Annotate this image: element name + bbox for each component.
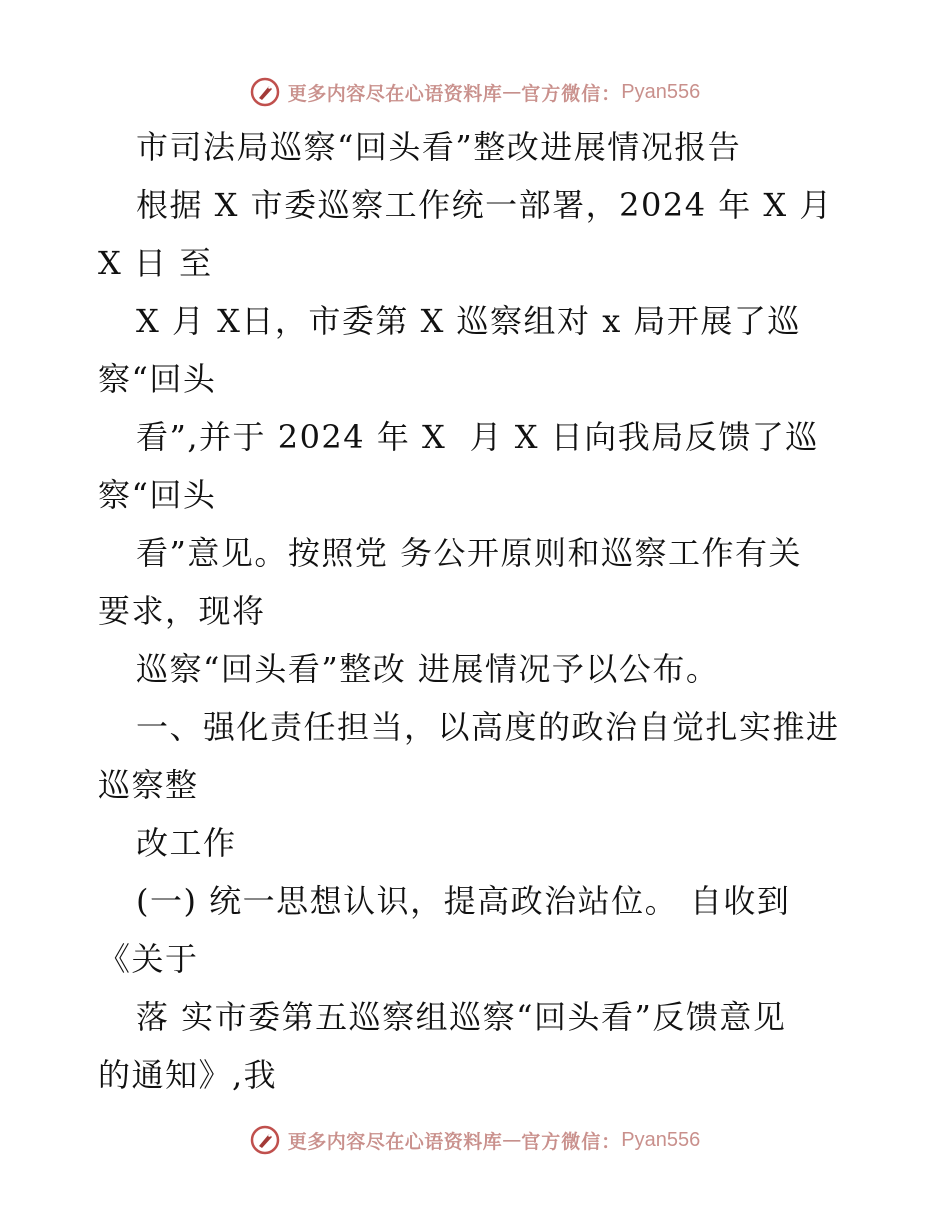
banner-wechat-label: 官方微信：: [521, 1130, 622, 1153]
watermark-banner-bottom: [0, 1120, 950, 1160]
paragraph-line: 看”,并于 2024 年 X 月 X 日向我局反馈了巡: [136, 418, 819, 456]
pen-nib-circle-icon: [250, 1125, 280, 1155]
pen-nib-circle-icon: [250, 77, 280, 107]
banner-separator: —: [502, 81, 522, 103]
paragraph-line: 巡察“回头看”整改 进展情况予以公布。: [136, 650, 720, 688]
paragraph-line: X 日 至: [98, 244, 213, 282]
paragraph-line: 的通知》,我: [98, 1056, 278, 1094]
paragraph-line: 看”意见。按照党 务公开原则和巡察工作有关: [136, 534, 803, 572]
banner-wechat-id: Pyan556: [621, 80, 701, 103]
section-heading-line: 一、强化责任担当，以高度的政治自觉扎实推进: [136, 708, 840, 746]
banner-wechat-label: 官方微信：: [521, 82, 622, 105]
watermark-banner-top: [0, 72, 950, 112]
banner-site-text: 更多内容尽在心语资料库: [287, 1130, 503, 1153]
paragraph-line: 察“回头: [98, 360, 217, 398]
paragraph-line: 落 实市委第五巡察组巡察“回头看”反馈意见: [136, 998, 787, 1036]
paragraph-line: 《关于: [98, 940, 199, 978]
section-heading-line: 改工作: [136, 824, 237, 862]
banner-wechat-id: Pyan556: [621, 1128, 701, 1151]
paragraph-line: 根据 X 市委巡察工作统一部署，2024 年 X 月: [136, 186, 833, 224]
paragraph-line: 要求，现将: [98, 592, 266, 630]
section-heading-line: 巡察整: [98, 766, 199, 804]
banner-separator: —: [502, 1129, 522, 1151]
paragraph-line: X 月 X日，市委第 X 巡察组对 x 局开展了巡: [136, 302, 801, 340]
document-body: [98, 118, 858, 1104]
subsection-line: (一) 统一思想认识，提高政治站位。 自收到: [136, 882, 791, 920]
banner-site-text: 更多内容尽在心语资料库: [287, 82, 503, 105]
paragraph-line: 察“回头: [98, 476, 217, 514]
document-title: 市司法局巡察“回头看”整改进展情况报告: [136, 128, 742, 166]
